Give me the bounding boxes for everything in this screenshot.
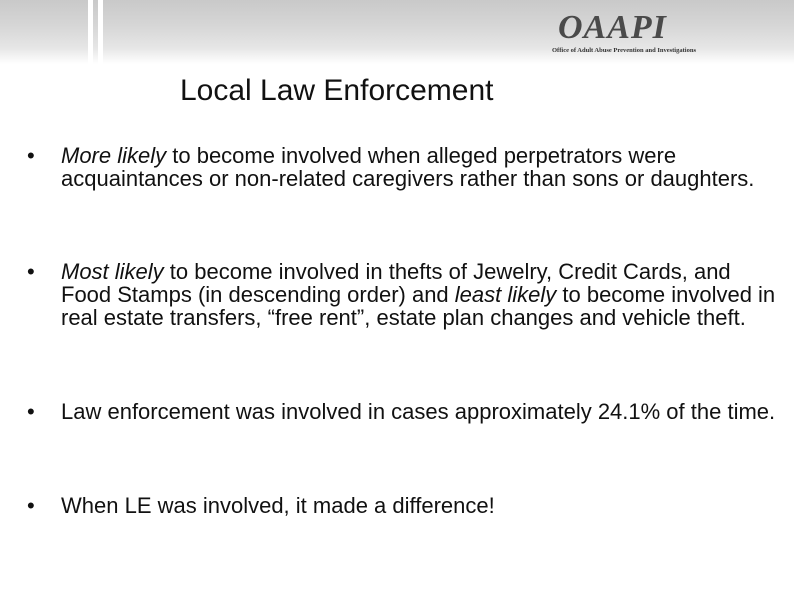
logo-subtitle: Office of Adult Abuse Prevention and Investigations bbox=[552, 47, 696, 54]
bullet-text bbox=[61, 260, 781, 329]
bullet-text bbox=[61, 144, 781, 190]
header-divider-line bbox=[88, 0, 93, 64]
bullet-text: When LE was involved, it made a difference! bbox=[61, 493, 495, 518]
header-divider-line bbox=[98, 0, 103, 64]
bullet-text: Law enforcement was involved in cases approximately 24.1% of the time. bbox=[61, 399, 776, 424]
bullet-body: to become involved in real estate transfers, “free rent”, estate plan changes and vehicle theft. bbox=[61, 282, 776, 330]
bullet-marker: • bbox=[27, 143, 35, 168]
bullet-marker: • bbox=[27, 493, 35, 518]
bullet-body: to become involved in thefts of Jewelry, Credit Cards, and Food Stamps (in descending order) and bbox=[61, 259, 731, 307]
bullet-body: to become involved when alleged perpetrators were acquaintances or non-related caregivers rather than sons or daughters. bbox=[61, 143, 755, 191]
oaapi-logo bbox=[552, 8, 702, 60]
slide-title: Local Law Enforcement bbox=[180, 74, 494, 107]
bullet-emphasis: More likely bbox=[61, 143, 167, 168]
bullet-marker: • bbox=[27, 259, 35, 284]
bullet-marker: • bbox=[27, 399, 35, 424]
bullet-emphasis: Most likely bbox=[61, 259, 164, 284]
bullet-emphasis: least likely bbox=[454, 282, 557, 307]
logo-text: OAAPI bbox=[558, 9, 667, 46]
